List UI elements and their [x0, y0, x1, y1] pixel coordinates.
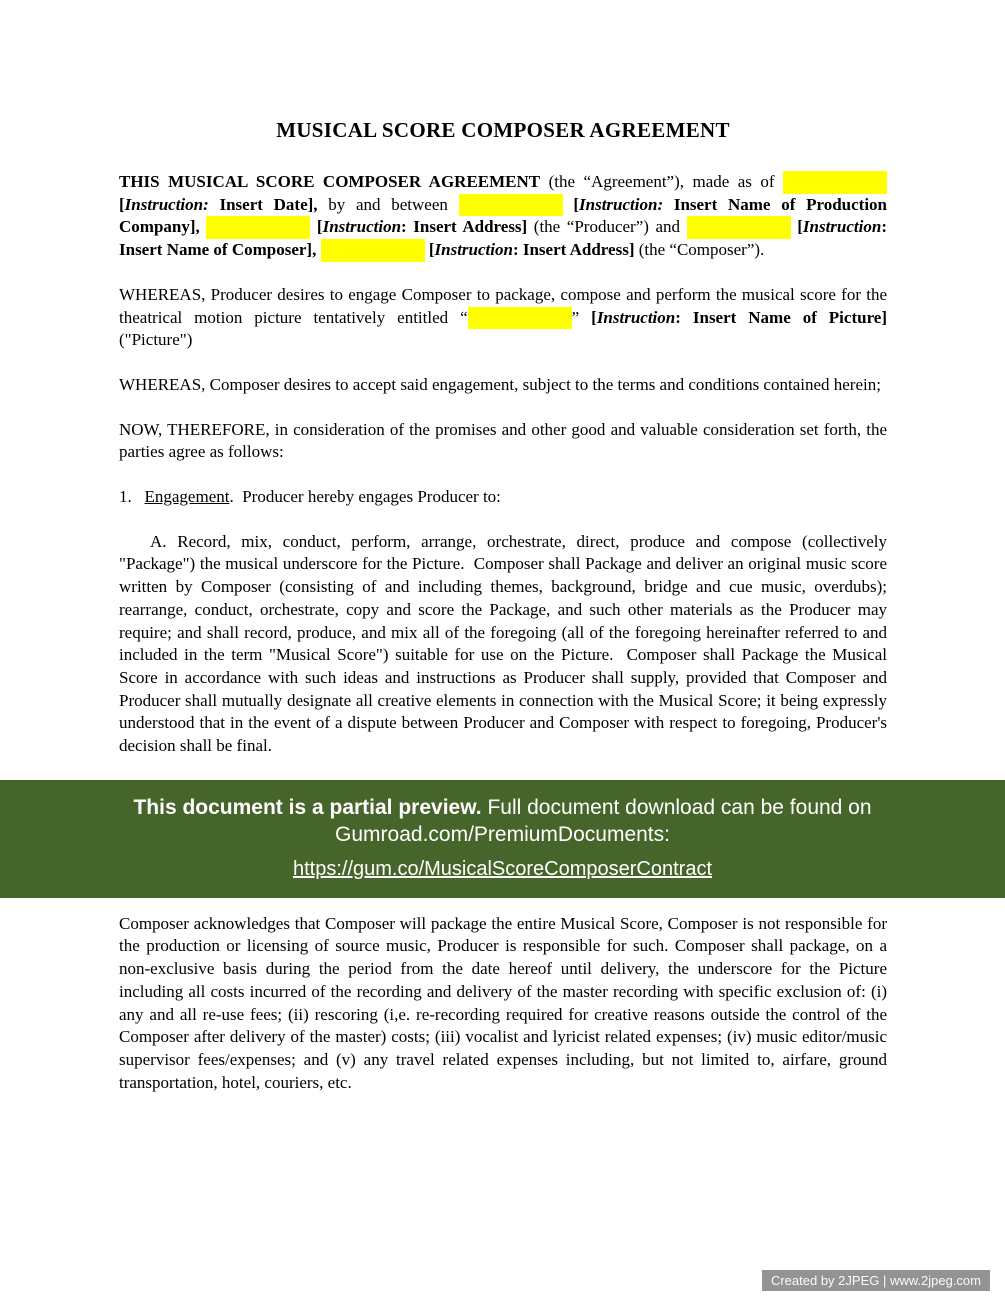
- text-run: Instruction: [596, 307, 676, 327]
- text-run: Instruction: [434, 240, 513, 260]
- text-run: Insert Date],: [208, 194, 318, 214]
- preview-banner-bold-text: This document is a partial preview.: [133, 795, 482, 819]
- text-run: :: [675, 307, 681, 327]
- text-run: Instruction:: [124, 194, 209, 214]
- fill-in-blank-highlight: [687, 216, 791, 239]
- preview-banner-line1: [30, 794, 975, 821]
- text-run: by and between: [317, 194, 459, 214]
- text-run: ("Picture"): [119, 330, 193, 350]
- document-title: MUSICAL SCORE COMPOSER AGREEMENT: [276, 118, 730, 142]
- preview-banner-regular-text: Full document download can be found on: [481, 795, 872, 819]
- text-run: Instruction: [802, 217, 882, 237]
- text-run: Insert Name of Production Company],: [119, 194, 887, 237]
- text-run: (the “Composer”).: [634, 240, 765, 260]
- paragraph-whereas-producer: [119, 284, 887, 352]
- text-run: [: [562, 194, 580, 214]
- fill-in-blank-highlight: [783, 171, 887, 194]
- text-run: [: [310, 217, 323, 237]
- preview-banner-line2: Gumroad.com/PremiumDocuments:: [335, 822, 670, 846]
- fill-in-blank-highlight: [321, 239, 425, 262]
- text-run: Instruction:: [579, 194, 664, 214]
- text-run: WHEREAS, Producer desires to engage Composer to package, compose and perform the musical score for the theatrical motion picture tentatively entitled “: [119, 284, 887, 327]
- paragraph-whereas-composer: [119, 374, 887, 397]
- text-run: ”: [571, 307, 592, 327]
- text-run: Composer acknowledges that Composer will package the entire Musical Score, Composer is not responsible for the production or licensing of source music, Producer is responsible for such. Composer shall package, on a non-exclusive basis during the period from the date hereof until delivery, the underscore for the Picture including all costs incurred of the recording and delivery of the master recording with specific exclusion of: (i) any and all re-use fees; (ii) rescoring (i,e. re-recording required for creative reasons outside the control of the Composer after delivery of the master) costs; (iii) vocalist and lyricist related expenses; (iv) music editor/music supervisor fees/expenses; and (v) any travel related expenses including, but not limited to, airfare, ground transportation, hotel, couriers, etc.: [119, 913, 887, 1092]
- text-run: : Insert Address]: [401, 217, 528, 237]
- text-run: (the “Agreement”), made as of: [540, 172, 783, 191]
- text-run: [: [119, 194, 125, 214]
- paragraph-now-therefore: [119, 419, 887, 464]
- paragraph-intro: [119, 171, 887, 262]
- text-run: THIS MUSICAL SCORE COMPOSER AGREEMENT: [119, 172, 541, 191]
- text-run: Insert Name of Picture]: [680, 307, 888, 327]
- text-run: . Producer hereby engages Producer to:: [229, 487, 501, 507]
- text-run: [: [424, 240, 435, 260]
- text-run: : Insert Address]: [512, 240, 635, 260]
- text-run: A. Record, mix, conduct, perform, arrange, orchestrate, direct, produce and compose (collectively "Package") the musical underscore for the Picture. Composer shall Package and deliver an original music score written by Composer (consisting of and including themes, background, bridge and cue music, overdubs); rearrange, conduct, orchestrate, copy and score the Package, and such other materials as the Producer may require; and shall record, produce, and mix all of the foregoing (all of the foregoing hereinafter referred to and included in the term "Musical Score") suitable for use on the Picture. Composer shall Package the Musical Score in accordance with such ideas and instructions as Producer shall supply, provided that Composer and Producer shall mutually designate all creative elements in connection with the Musical Score; it being expressly understood that in the event of a dispute between Producer and Composer with respect to foregoing, Producer's decision shall be final.: [119, 531, 887, 756]
- preview-banner-link-row: [30, 857, 975, 881]
- fill-in-blank-highlight: [206, 216, 310, 239]
- paragraph-clause-a: [119, 531, 887, 758]
- paragraph-engagement-item: [119, 486, 887, 509]
- document-bottom-content: [0, 898, 1005, 1095]
- fill-in-blank-highlight: [468, 307, 572, 330]
- text-run: [: [591, 307, 597, 327]
- watermark: Created by 2JPEG | www.2jpeg.com: [762, 1270, 990, 1291]
- preview-banner: [0, 780, 1005, 898]
- text-run: Engagement: [144, 487, 230, 507]
- paragraph-composer-acknowledges: [119, 913, 887, 1095]
- text-run: [200, 217, 207, 236]
- text-run: WHEREAS, Composer desires to accept said engagement, subject to the terms and conditions contained herein;: [119, 374, 881, 394]
- text-run: 1.: [119, 487, 145, 507]
- text-run: NOW, THEREFORE, in consideration of the promises and other good and valuable consideration set forth, the parties agree as follows:: [119, 419, 887, 462]
- gumroad-link[interactable]: https://gum.co/MusicalScoreComposerContract: [292, 857, 713, 880]
- text-run: [: [790, 217, 803, 237]
- text-run: Instruction: [322, 217, 402, 237]
- text-run: : Insert Name of Composer],: [119, 217, 887, 260]
- text-run: (the “Producer”) and: [527, 217, 687, 237]
- fill-in-blank-highlight: [459, 194, 563, 217]
